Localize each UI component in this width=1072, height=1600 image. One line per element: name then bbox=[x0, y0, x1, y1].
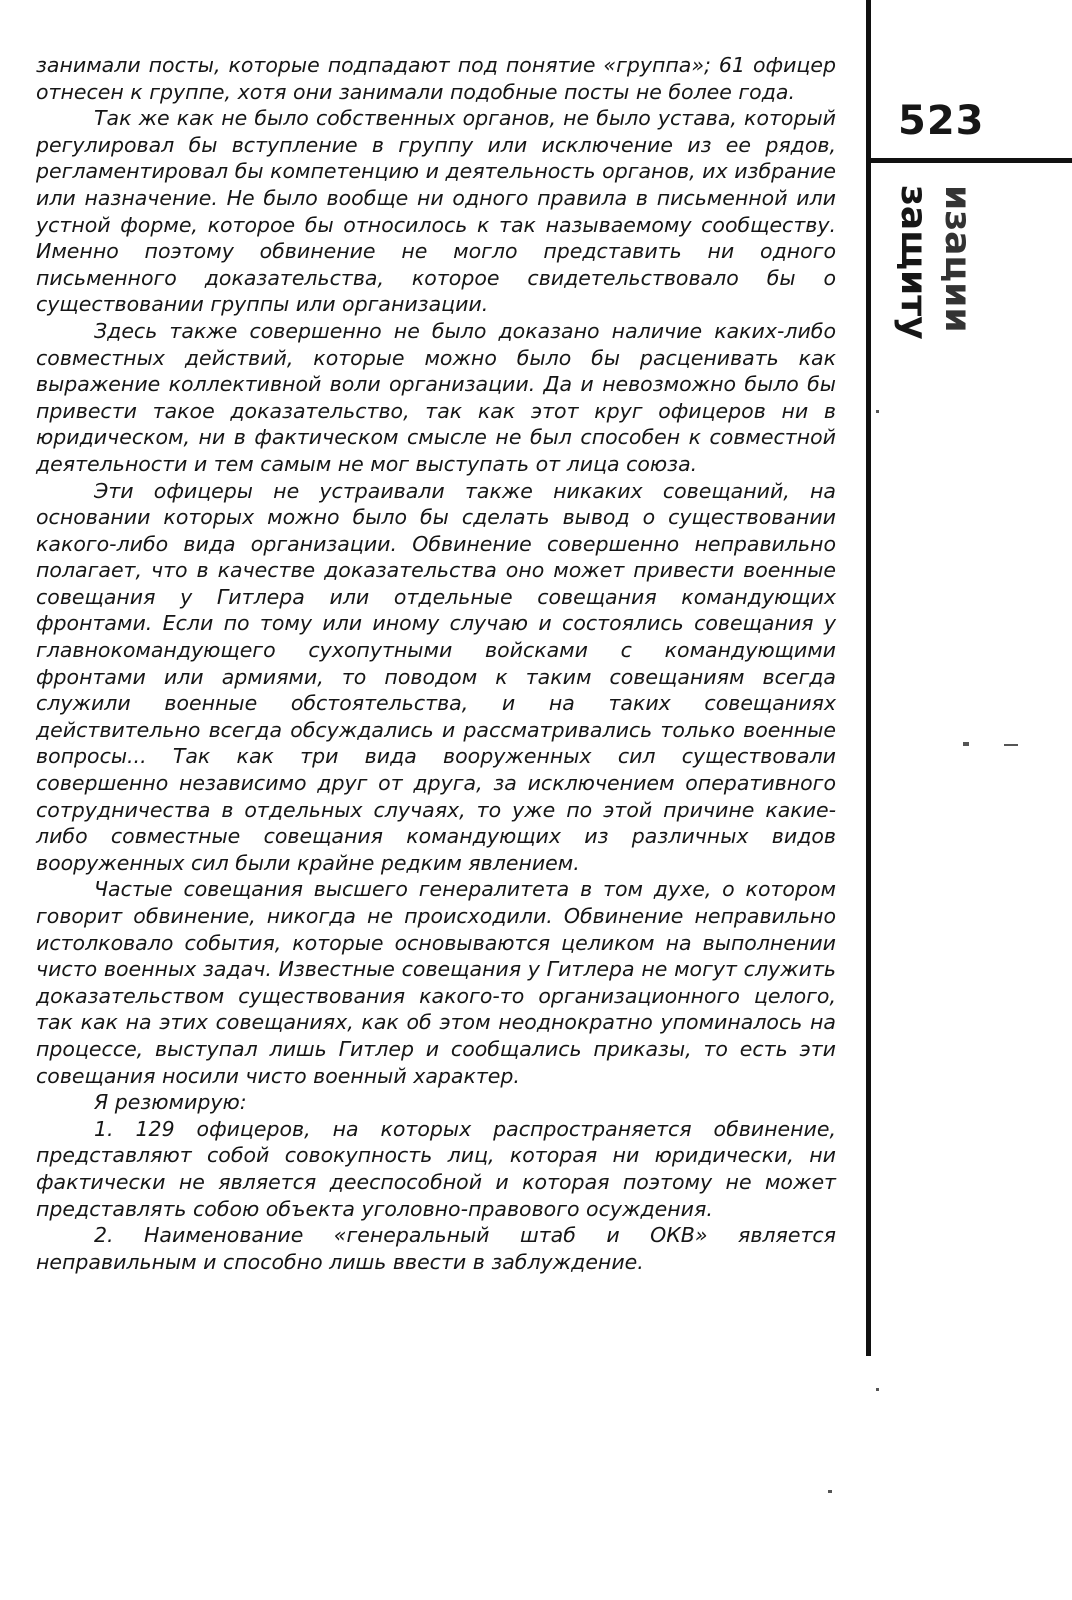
scan-speck bbox=[963, 742, 969, 746]
paragraph-4: Эти офицеры не устраивали также никаких совещаний, на основании которых можно было бы сделать вывод о существовании какого-либо вида организации. Обвинение совершенно неправильно полагает, что в качестве доказательства оно может привести военные совещания у Гитлера или отдельные совещания командующих фронтами. Если по тому или иному случаю и состоялись совещания у главнокомандующего сухопутными войсками с командующими фронтами или армиями, то поводом к таким совещаниям всегда служили военные обстоятельства, и на таких совещаниях действительно всегда обсуждались и рассматривались только военные вопросы... Так как три вида вооруженных сил существовали совершенно независимо друг от друга, за исключением оперативного сотрудничества в отдельных случаях, то уже по этой причине какие-либо совместные совещания командующих из различных видов вооруженных сил были крайне редким явлением. bbox=[36, 478, 836, 875]
paragraph-6: Я резюмирую: bbox=[94, 1090, 247, 1115]
paragraph-3: Здесь также совершенно не было доказано наличие каких-либо совместных действий, которые можно было бы расценивать как выражение коллективной воли организации. Да и невозможно было бы привести такое доказательство, так как этот круг офицеров ни в юридическом, ни в фактическом смысле не был способен к совместной деятельности и тем самым не мог выступать от лица союза. bbox=[36, 318, 836, 476]
scan-speck bbox=[828, 1490, 832, 1493]
margin-rule-horizontal bbox=[866, 158, 1072, 163]
page-number: 523 bbox=[898, 98, 985, 144]
paragraph-7: 1. 129 офицеров, на которых распространяется обвинение, представляют собой совокупность лиц, которая ни юридически, ни фактически не является дееспособной и которая поэтому не может представлять собою объекта уголовно-правового осуждения. bbox=[36, 1116, 836, 1221]
paragraph-5: Частые совещания высшего генералитета в том духе, о котором говорит обвинение, никогда не происходили. Обвинение неправильно истолковало события, которые основываются целиком на выполнении чисто военных задач. Известные совещания у Гитлера не могут служить доказательством существования какого-то организационного целого, так как на этих совещаниях, как об этом неоднократно упоминалось на процессе, выступал лишь Гитлер и сообщались приказы, то есть эти совещания носили чисто военный характер. bbox=[36, 877, 836, 1088]
margin-rule-vertical bbox=[866, 0, 871, 1356]
scan-speck bbox=[876, 1388, 879, 1391]
running-head-line-2: изации bbox=[937, 185, 978, 333]
paragraph-8: 2. Наименование «генеральный штаб и ОКВ» является неправильным и способно лишь ввести в заблуждение. bbox=[36, 1223, 836, 1274]
body-text bbox=[36, 52, 836, 1275]
scan-speck bbox=[1004, 744, 1018, 746]
paragraph-1: занимали посты, которые подпадают под понятие «группа»; 61 офицер отнесен к группе, хотя они занимали подобные посты не более года. bbox=[36, 53, 836, 104]
running-head-line-1: защиту bbox=[893, 185, 934, 340]
paragraph-2: Так же как не было собственных органов, не было устава, который регулировал бы вступление в группу или исключение из ее рядов, регламентировал бы компетенцию и деятельность органов, их избрание или назначение. Не было вообще ни одного правила в письменной или устной форме, которое бы относилось к так называемому сообществу. Именно поэтому обвинение не могло представить ни одного письменного доказательства, которое свидетельствовало бы о существовании группы или организации. bbox=[36, 106, 836, 317]
scan-speck bbox=[876, 410, 879, 413]
